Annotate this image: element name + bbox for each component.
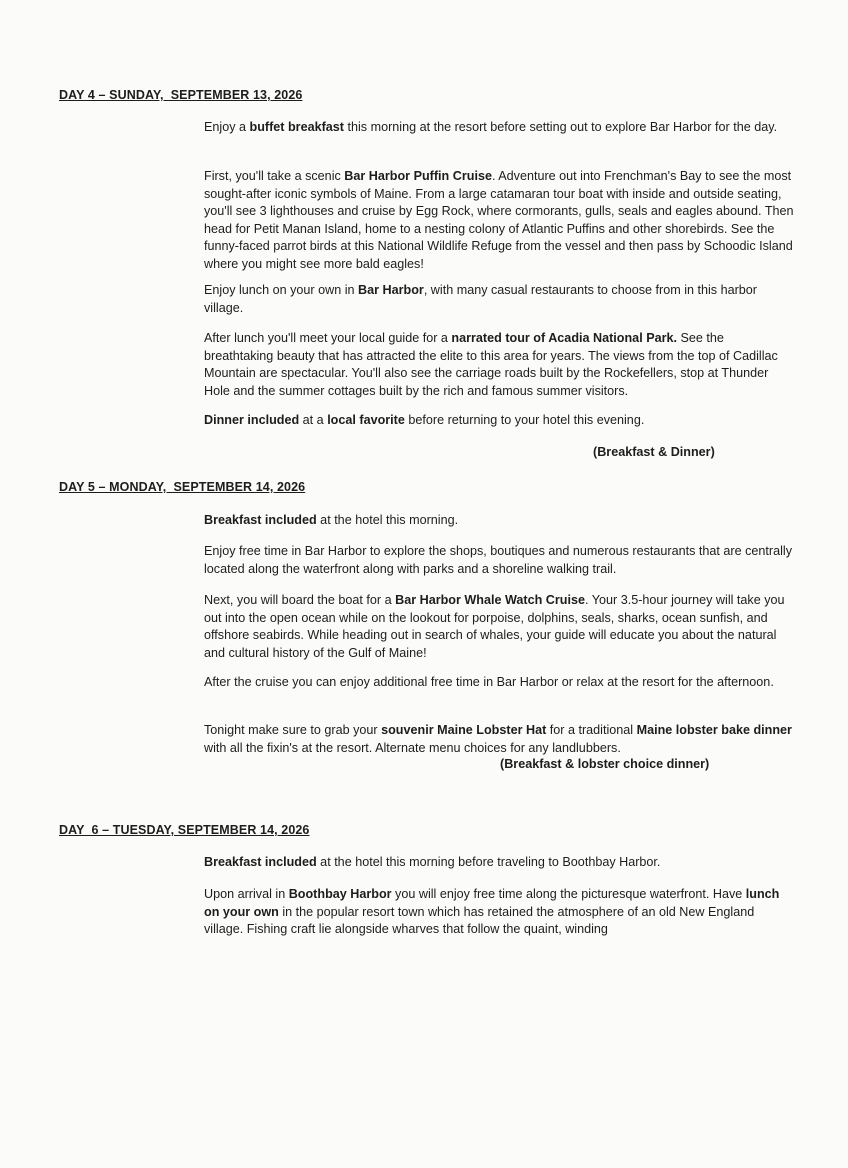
day6-boothbay-paragraph: Upon arrival in Boothbay Harbor you will enjoy free time along the picturesque waterfront. Have lunch on your own in the popular resort town which has retained the atmosphere of an old New England village. Fishing craft lie alongside wharves that follow the quaint, winding (204, 887, 780, 936)
day5-whale-watch-paragraph: Next, you will board the boat for a Bar Harbor Whale Watch Cruise. Your 3.5-hour journey will take you out into the open ocean while on the lookout for porpoise, dolphins, seals, sharks, ocean sunfish, and offshore seabirds. While heading out in search of whales, your guide will educate you about the natural and cultural history of the Gulf of Maine! (204, 593, 785, 660)
day4-dinner-paragraph: Dinner included at a local favorite before returning to your hotel this evening. (204, 413, 645, 427)
day5-meals-included: (Breakfast & lobster choice dinner) (500, 757, 710, 771)
day4-breakfast-paragraph: Enjoy a buffet breakfast this morning at the resort before setting out to explore Bar Harbor for the day. (204, 120, 778, 134)
day5-lobster-dinner-paragraph: Tonight make sure to grab your souvenir Maine Lobster Hat for a traditional Maine lobster bake dinner with all the fixin's at the resort. Alternate menu choices for any landlubbers. (204, 723, 792, 755)
day4-acadia-tour-paragraph: After lunch you'll meet your local guide for a narrated tour of Acadia National Park. See the breathtaking beauty that has attracted the elite to this area for years. The views from the top of Cadillac Mountain are spectacular. You'll also see the carriage roads built by the Rockefellers, stop at Thunder Hole and the summer cottages built by the rich and famous summer visitors. (204, 331, 778, 398)
day4-puffin-cruise-paragraph: First, you'll take a scenic Bar Harbor Puffin Cruise. Adventure out into Frenchman's Bay to see the most sought-after iconic symbols of Maine. From a large catamaran tour boat with inside and outside seating, you'll see 3 lighthouses and cruise by Egg Rock, where cormorants, gulls, seals and eagles abound. Then head for Petit Manan Island, home to a nesting colony of Atlantic Puffins and other shorebirds. See the funny-faced parrot birds at this National Wildlife Refuge from the vessel and then pass by Schoodic Island where you might see more bald eagles! (204, 169, 794, 271)
day5-breakfast-paragraph: Breakfast included at the hotel this morning. (204, 513, 459, 527)
emphasis-text: Bar Harbor (358, 283, 424, 297)
emphasis-text: lunch on your own (204, 887, 780, 919)
day5-heading: DAY 5 – MONDAY, SEPTEMBER 14, 2026 (59, 480, 306, 494)
emphasis-text: narrated tour of Acadia National Park. (451, 331, 677, 345)
day4-lunch-paragraph: Enjoy lunch on your own in Bar Harbor, with many casual restaurants to choose from in this harbor village. (204, 283, 757, 315)
day4-meals-included: (Breakfast & Dinner) (593, 445, 715, 459)
emphasis-text: buffet breakfast (249, 120, 344, 134)
emphasis-text: Dinner included (204, 413, 300, 427)
emphasis-text: Maine lobster bake dinner (636, 723, 792, 737)
day5-afternoon-paragraph: After the cruise you can enjoy additional free time in Bar Harbor or relax at the resort for the afternoon. (204, 675, 774, 689)
emphasis-text: souvenir Maine Lobster Hat (381, 723, 547, 737)
emphasis-text: Boothbay Harbor (288, 887, 392, 901)
emphasis-text: local favorite (327, 413, 405, 427)
emphasis-text: Bar Harbor Whale Watch Cruise (395, 593, 585, 607)
emphasis-text: Breakfast included (204, 855, 317, 869)
emphasis-text: Breakfast included (204, 513, 317, 527)
day5-free-time-paragraph: Enjoy free time in Bar Harbor to explore the shops, boutiques and numerous restaurants that are centrally located along the waterfront along with parks and a shoreline walking trail. (204, 544, 793, 576)
emphasis-text: Bar Harbor Puffin Cruise (344, 169, 492, 183)
day6-heading: DAY 6 – TUESDAY, SEPTEMBER 14, 2026 (59, 823, 310, 837)
day4-heading: DAY 4 – SUNDAY, SEPTEMBER 13, 2026 (59, 88, 303, 102)
day6-breakfast-paragraph: Breakfast included at the hotel this morning before traveling to Boothbay Harbor. (204, 855, 661, 869)
